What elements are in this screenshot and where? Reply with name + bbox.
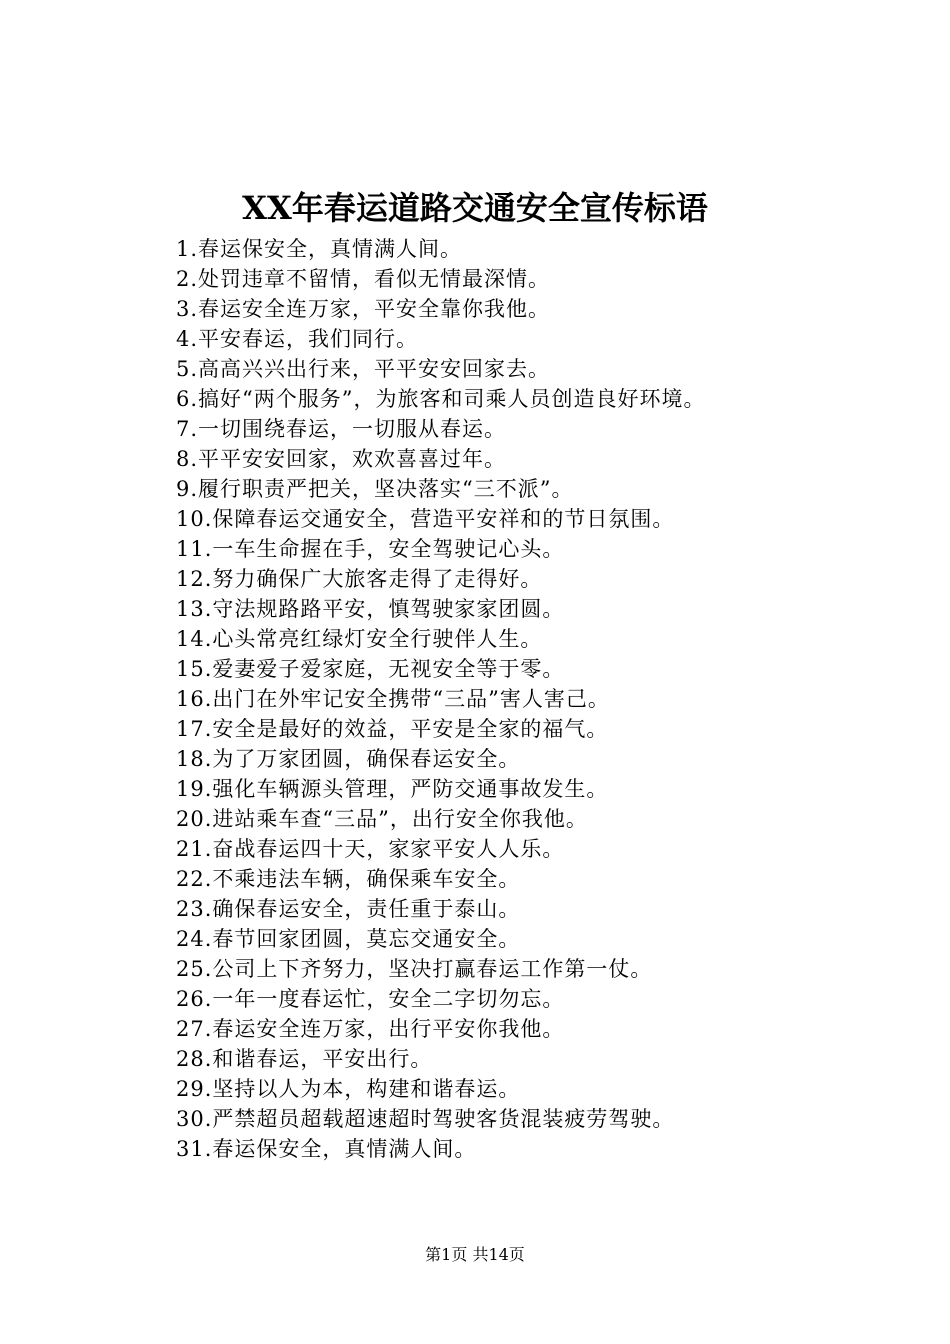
list-item: 17.安全是最好的效益，平安是全家的福气。 (176, 717, 609, 741)
list-item: 26.一年一度春运忙，安全二字切勿忘。 (176, 987, 565, 1011)
list-item: 27.春运安全连万家，出行平安你我他。 (176, 1017, 565, 1041)
list-item: 8.平平安安回家，欢欢喜喜过年。 (176, 447, 507, 471)
list-item: 7.一切围绕春运，一切服从春运。 (176, 417, 507, 441)
list-item: 1.春运保安全，真情满人间。 (176, 237, 463, 261)
list-item: 16.出门在外牢记安全携带“三品”害人害己。 (176, 687, 610, 711)
list-item: 4.平安春运，我们同行。 (176, 327, 419, 351)
list-item: 21.奋战春运四十天，家家平安人人乐。 (176, 837, 565, 861)
list-item: 2.处罚违章不留情，看似无情最深情。 (176, 267, 551, 291)
list-item: 6.搞好“两个服务”，为旅客和司乘人员创造良好环境。 (176, 387, 706, 411)
list-item: 25.公司上下齐努力，坚决打赢春运工作第一仗。 (176, 957, 653, 981)
list-item: 31.春运保安全，真情满人间。 (176, 1137, 477, 1161)
list-item: 30.严禁超员超载超速超时驾驶客货混装疲劳驾驶。 (176, 1107, 675, 1131)
list-item: 24.春节回家团圆，莫忘交通安全。 (176, 927, 521, 951)
list-item: 29.坚持以人为本，构建和谐春运。 (176, 1077, 521, 1101)
list-item: 5.高高兴兴出行来，平平安安回家去。 (176, 357, 551, 381)
page-footer: 第1页 共14页 (425, 1245, 525, 1264)
page-title: XX年春运道路交通安全宣传标语 (242, 189, 708, 227)
list-item: 13.守法规路路平安，慎驾驶家家团圆。 (176, 597, 565, 621)
list-item: 3.春运安全连万家，平安全靠你我他。 (176, 297, 551, 321)
list-item: 19.强化车辆源头管理，严防交通事故发生。 (176, 777, 609, 801)
list-item: 14.心头常亮红绿灯安全行驶伴人生。 (176, 627, 543, 651)
list-item: 15.爱妻爱子爱家庭，无视安全等于零。 (176, 657, 565, 681)
list-item: 11.一车生命握在手，安全驾驶记心头。 (176, 537, 565, 561)
list-item: 22.不乘违法车辆，确保乘车安全。 (176, 867, 521, 891)
slogan-list (176, 234, 706, 1164)
list-item: 12.努力确保广大旅客走得了走得好。 (176, 567, 543, 591)
list-item: 18.为了万家团圆，确保春运安全。 (176, 747, 521, 771)
list-item: 23.确保春运安全，责任重于泰山。 (176, 897, 521, 921)
list-item: 9.履行职责严把关，坚决落实“三不派”。 (176, 477, 574, 501)
list-item: 20.进站乘车查“三品”，出行安全你我他。 (176, 807, 588, 831)
list-item: 10.保障春运交通安全，营造平安祥和的节日氛围。 (176, 507, 675, 531)
list-item: 28.和谐春运，平安出行。 (176, 1047, 433, 1071)
